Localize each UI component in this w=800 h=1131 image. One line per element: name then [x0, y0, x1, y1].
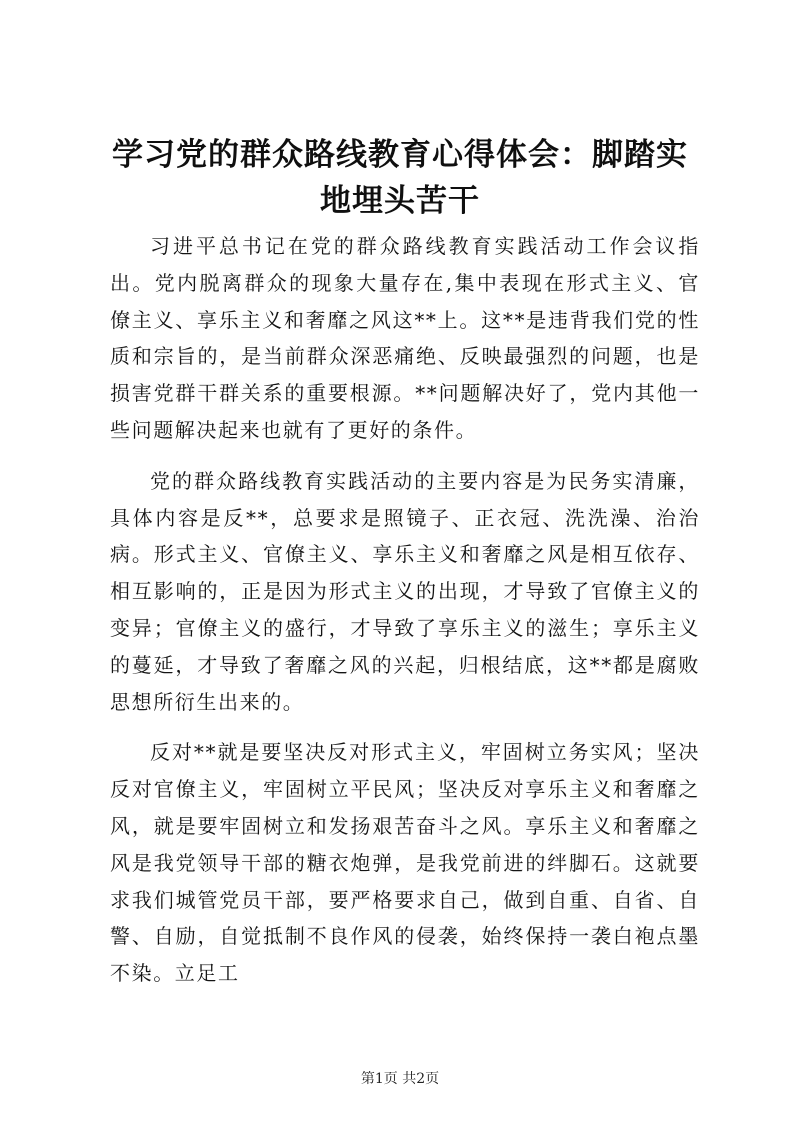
- paragraph-2: 党的群众路线教育实践活动的主要内容是为民务实清廉，具体内容是反**，总要求是照镜子、正衣冠、洗洗澡、治治病。形式主义、官僚主义、享乐主义和奢靡之风是相互依存、相互影响的，正是因为形式主义的出现，才导致了官僚主义的变异；官僚主义的盛行，才导致了享乐主义的滋生；享乐主义的蔓延，才导致了奢靡之风的兴起，归根结底，这**都是腐败思想所衍生出来的。: [110, 468, 700, 714]
- document-title: 学习党的群众路线教育心得体会：脚踏实地埋头苦干: [112, 137, 688, 219]
- paragraph-1: 习进平总书记在党的群众路线教育实践活动工作会议指出。党内脱离群众的现象大量存在,集中表现在形式主义、官僚主义、享乐主义和奢靡之风这**上。这**是违背我们党的性质和宗旨的，是当前群众深恶痛绝、反映最强烈的问题，也是损害党群干群关系的重要根源。**问题解决好了，党内其他一些问题解决起来也就有了更好的条件。: [110, 234, 700, 442]
- paragraph-3: 反对**就是要坚决反对形式主义，牢固树立务实风；坚决反对官僚主义，牢固树立平民风；坚决反对享乐主义和奢靡之风，就是要牢固树立和发扬艰苦奋斗之风。享乐主义和奢靡之风是我党领导干部的糖衣炮弹，是我党前进的绊脚石。这就要求我们城管党员干部，要严格要求自己，做到自重、自省、自警、自励，自觉抵制不良作风的侵袭，始终保持一袭白袍点墨不染。立足工: [110, 740, 700, 986]
- document-body: [110, 228, 700, 1006]
- page-footer: 第1页 共2页: [360, 1071, 440, 1087]
